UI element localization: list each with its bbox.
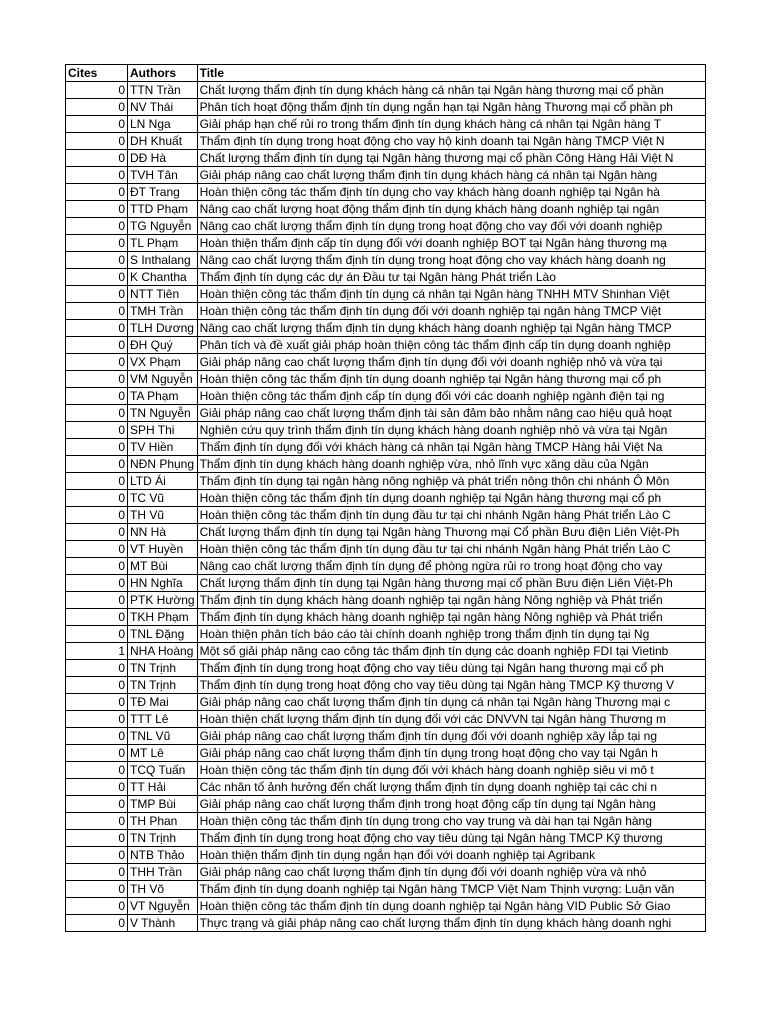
authors-cell[interactable]: LN Nga bbox=[128, 116, 198, 133]
authors-cell[interactable]: PTK Hường bbox=[128, 592, 198, 609]
table-row bbox=[66, 252, 706, 269]
cites-cell[interactable]: 0 bbox=[66, 694, 128, 711]
title-cell[interactable]: Thực trạng và giải pháp nâng cao chất lượng thẩm định tín dụng khách hàng doanh nghi bbox=[197, 915, 705, 932]
title-cell[interactable]: Hoàn thiện chất lượng thẩm định tín dụng đối với các DNVVN tại Ngân hàng Thương m bbox=[197, 711, 705, 728]
table-row bbox=[66, 643, 706, 660]
authors-cell[interactable]: SPH Thi bbox=[128, 422, 198, 439]
title-cell[interactable]: Giải pháp nâng cao chất lượng thẩm định trong hoạt động cấp tín dụng tại Ngân hàng bbox=[197, 796, 705, 813]
cites-cell[interactable]: 0 bbox=[66, 354, 128, 371]
cites-cell[interactable]: 0 bbox=[66, 320, 128, 337]
authors-cell[interactable]: TNL Vũ bbox=[128, 728, 198, 745]
cites-cell[interactable]: 0 bbox=[66, 660, 128, 677]
table-row bbox=[66, 371, 706, 388]
title-cell[interactable]: Giải pháp nâng cao chất lượng thẩm định tín dụng đối với doanh nghiệp xây lắp tại ng bbox=[197, 728, 705, 745]
authors-cell[interactable]: K Chantha bbox=[128, 269, 198, 286]
authors-cell[interactable]: TG Nguyễn bbox=[128, 218, 198, 235]
cites-cell[interactable]: 0 bbox=[66, 711, 128, 728]
cites-cell[interactable]: 0 bbox=[66, 524, 128, 541]
table-row bbox=[66, 150, 706, 167]
cites-cell[interactable]: 0 bbox=[66, 133, 128, 150]
title-cell[interactable]: Thẩm định tín dụng khách hàng doanh nghiệp vừa, nhỏ lĩnh vực xăng dầu của Ngân bbox=[197, 456, 705, 473]
table-row bbox=[66, 711, 706, 728]
title-cell[interactable]: Thẩm định tín dụng trong hoạt động cho vay hộ kinh doanh tại Ngân hàng TMCP Việt N bbox=[197, 133, 705, 150]
title-cell[interactable]: Hoàn thiện công tác thẩm định tín dụng cá nhân tại Ngân hàng TNHH MTV Shinhan Việt bbox=[197, 286, 705, 303]
title-cell[interactable]: Thẩm định tín dụng đối với khách hàng cá nhân tại Ngân hàng TMCP Hàng hải Việt Na bbox=[197, 439, 705, 456]
title-cell[interactable]: Thẩm định tín dụng trong hoạt động cho vay tiêu dùng tại Ngân hang thương mại cổ ph bbox=[197, 660, 705, 677]
table-row bbox=[66, 626, 706, 643]
authors-cell[interactable]: TTD Phạm bbox=[128, 201, 198, 218]
cites-cell[interactable]: 0 bbox=[66, 167, 128, 184]
authors-cell[interactable]: DĐ Hà bbox=[128, 150, 198, 167]
cites-cell[interactable]: 0 bbox=[66, 915, 128, 932]
citations-table bbox=[65, 64, 706, 932]
title-cell[interactable]: Thẩm định tín dụng trong hoạt động cho vay tiêu dùng tại Ngân hàng TMCP Kỹ thương bbox=[197, 830, 705, 847]
authors-cell[interactable]: TN Trịnh bbox=[128, 830, 198, 847]
table-row bbox=[66, 388, 706, 405]
authors-cell[interactable]: TNL Đặng bbox=[128, 626, 198, 643]
table-row bbox=[66, 235, 706, 252]
table-row bbox=[66, 507, 706, 524]
cites-cell[interactable]: 0 bbox=[66, 388, 128, 405]
cites-cell[interactable]: 0 bbox=[66, 473, 128, 490]
table-row bbox=[66, 677, 706, 694]
title-cell[interactable]: Chất lượng thẩm định tín dụng khách hàng cá nhân tại Ngân hàng thương mại cổ phần bbox=[197, 82, 705, 99]
title-cell[interactable]: Nâng cao chất lượng hoạt động thẩm định tín dụng khách hàng doanh nghiệp tại ngân bbox=[197, 201, 705, 218]
title-cell[interactable]: Thẩm định tín dụng khách hàng doanh nghiệp tại ngân hàng Nông nghiệp và Phát triển bbox=[197, 592, 705, 609]
title-cell[interactable]: Chất lượng thẩm định tín dụng tại Ngân hàng thương mại cổ phần Bưu điện Liên Việt-Ph bbox=[197, 575, 705, 592]
table-row bbox=[66, 133, 706, 150]
title-cell[interactable]: Giải pháp nâng cao chất lượng thẩm định tín dụng cá nhân tại Ngân hàng Thương mại c bbox=[197, 694, 705, 711]
cites-cell[interactable]: 0 bbox=[66, 762, 128, 779]
cites-cell[interactable]: 0 bbox=[66, 796, 128, 813]
table-row bbox=[66, 116, 706, 133]
table-row bbox=[66, 864, 706, 881]
authors-cell[interactable]: ĐH Quý bbox=[128, 337, 198, 354]
cites-cell[interactable]: 0 bbox=[66, 303, 128, 320]
title-cell[interactable]: Hoàn thiện thẩm định tín dụng ngắn hạn đối với doanh nghiệp tại Agribank bbox=[197, 847, 705, 864]
authors-cell[interactable]: V Thành bbox=[128, 915, 198, 932]
title-cell[interactable]: Thẩm định tín dụng doanh nghiệp tại Ngân hàng TMCP Việt Nam Thịnh vượng: Luận văn bbox=[197, 881, 705, 898]
authors-cell[interactable]: TA Phạm bbox=[128, 388, 198, 405]
title-cell[interactable]: Hoàn thiện công tác thẩm định tín dụng đầu tư tại chi nhánh Ngân hàng Phát triển Lào C bbox=[197, 507, 705, 524]
title-cell[interactable]: Nâng cao chất lượng thẩm định tín dụng khách hàng doanh nghiệp tại Ngân hàng TMCP bbox=[197, 320, 705, 337]
title-cell[interactable]: Nâng cao chất lượng thẩm định tín dụng trong hoạt động cho vay đối với doanh nghiệp bbox=[197, 218, 705, 235]
cites-cell[interactable]: 0 bbox=[66, 813, 128, 830]
header-authors[interactable]: Authors bbox=[128, 65, 198, 82]
authors-cell[interactable]: TLH Dương bbox=[128, 320, 198, 337]
table-row bbox=[66, 303, 706, 320]
table-row bbox=[66, 728, 706, 745]
title-cell[interactable]: Chất lượng thẩm định tín dụng tại Ngân hàng Thương mại Cổ phần Bưu điện Liên Việt-Ph bbox=[197, 524, 705, 541]
cites-cell[interactable]: 0 bbox=[66, 184, 128, 201]
authors-cell[interactable]: VT Nguyễn bbox=[128, 898, 198, 915]
title-cell[interactable]: Thẩm định tín dụng tại ngân hàng nông nghiệp và phát triển nông thôn chi nhánh Ô Môn bbox=[197, 473, 705, 490]
authors-cell[interactable]: ĐT Trang bbox=[128, 184, 198, 201]
title-cell[interactable]: Hoàn thiện công tác thẩm định tín dụng cho vay khách hàng doanh nghiệp tại Ngân hà bbox=[197, 184, 705, 201]
authors-cell[interactable]: NTB Thảo bbox=[128, 847, 198, 864]
table-row bbox=[66, 320, 706, 337]
authors-cell[interactable]: S Inthalang bbox=[128, 252, 198, 269]
cites-cell[interactable]: 0 bbox=[66, 82, 128, 99]
title-cell[interactable]: Hoàn thiện công tác thẩm định tín dụng đối với khách hàng doanh nghiệp siêu vi mô t bbox=[197, 762, 705, 779]
table-row bbox=[66, 592, 706, 609]
title-cell[interactable]: Thẩm định tín dụng khách hàng doanh nghiệp tại ngân hàng Nông nghiệp và Phát triển bbox=[197, 609, 705, 626]
spreadsheet bbox=[65, 64, 706, 932]
title-cell[interactable]: Giải pháp nâng cao chất lượng thẩm định tín dụng đối với doanh nghiệp nhỏ và vừa tại bbox=[197, 354, 705, 371]
table-row bbox=[66, 558, 706, 575]
authors-cell[interactable]: TTN Trần bbox=[128, 82, 198, 99]
table-row bbox=[66, 99, 706, 116]
cites-cell[interactable]: 0 bbox=[66, 490, 128, 507]
authors-cell[interactable]: TĐ Mai bbox=[128, 694, 198, 711]
title-cell[interactable]: Giải pháp nâng cao chất lượng thẩm định tín dụng khách hàng cá nhân tại Ngân hàng bbox=[197, 167, 705, 184]
authors-cell[interactable]: TN Nguyễn bbox=[128, 405, 198, 422]
table-row bbox=[66, 269, 706, 286]
cites-cell[interactable]: 0 bbox=[66, 269, 128, 286]
title-cell[interactable]: Giải pháp hạn chế rủi ro trong thẩm định tín dụng khách hàng cá nhân tại Ngân hàng T bbox=[197, 116, 705, 133]
table-row bbox=[66, 456, 706, 473]
cites-cell[interactable]: 0 bbox=[66, 337, 128, 354]
table-row bbox=[66, 354, 706, 371]
cites-cell[interactable]: 0 bbox=[66, 507, 128, 524]
authors-cell[interactable]: MT Lê bbox=[128, 745, 198, 762]
table-row bbox=[66, 218, 706, 235]
cites-cell[interactable]: 0 bbox=[66, 201, 128, 218]
title-cell[interactable]: Hoàn thiện thẩm định cấp tín dụng đối với doanh nghiệp BOT tại Ngân hàng thương mạ bbox=[197, 235, 705, 252]
authors-cell[interactable]: DH Khuất bbox=[128, 133, 198, 150]
table-row bbox=[66, 898, 706, 915]
title-cell[interactable]: Hoàn thiện công tác thẩm định tín dụng doanh nghiệp tại Ngân hàng VID Public Sở Giao bbox=[197, 898, 705, 915]
cites-cell[interactable]: 0 bbox=[66, 371, 128, 388]
cites-cell[interactable]: 0 bbox=[66, 745, 128, 762]
authors-cell[interactable]: TTT Lê bbox=[128, 711, 198, 728]
authors-cell[interactable]: NTT Tiên bbox=[128, 286, 198, 303]
cites-cell[interactable]: 0 bbox=[66, 830, 128, 847]
authors-cell[interactable]: TT Hải bbox=[128, 779, 198, 796]
title-cell[interactable]: Thẩm định tín dụng trong hoạt động cho vay tiêu dùng tại Ngân hàng TMCP Kỹ thương V bbox=[197, 677, 705, 694]
header-cites[interactable]: Cites bbox=[66, 65, 128, 82]
authors-cell[interactable]: TH Vũ bbox=[128, 507, 198, 524]
title-cell[interactable]: Giải pháp nâng cao chất lượng thẩm định tín dụng trong hoạt động cho vay tại Ngân h bbox=[197, 745, 705, 762]
authors-cell[interactable]: TC Vũ bbox=[128, 490, 198, 507]
table-row bbox=[66, 184, 706, 201]
cites-cell[interactable]: 0 bbox=[66, 864, 128, 881]
title-cell[interactable]: Giải pháp nâng cao chất lượng thẩm định tín dụng đối với doanh nghiệp vừa và nhỏ bbox=[197, 864, 705, 881]
authors-cell[interactable]: TH Phan bbox=[128, 813, 198, 830]
cites-cell[interactable]: 0 bbox=[66, 779, 128, 796]
cites-cell[interactable]: 0 bbox=[66, 116, 128, 133]
cites-cell[interactable]: 0 bbox=[66, 728, 128, 745]
cites-cell[interactable]: 0 bbox=[66, 898, 128, 915]
authors-cell[interactable]: VM Nguyễn bbox=[128, 371, 198, 388]
title-cell[interactable]: Thẩm định tín dụng các dự án Đầu tư tại Ngân hàng Phát triển Lào bbox=[197, 269, 705, 286]
table-row bbox=[66, 201, 706, 218]
title-cell[interactable]: Các nhân tố ảnh hưởng đến chất lượng thẩm định tín dụng doanh nghiệp tại các chi n bbox=[197, 779, 705, 796]
title-cell[interactable]: Giải pháp nâng cao chất lượng thẩm định tài sản đảm bảo nhằm nâng cao hiệu quả hoạt bbox=[197, 405, 705, 422]
cites-cell[interactable]: 0 bbox=[66, 677, 128, 694]
title-cell[interactable]: Hoàn thiện công tác thẩm định tín dụng đối với doanh nghiệp tại ngân hàng TMCP Việt bbox=[197, 303, 705, 320]
authors-cell[interactable]: TKH Phạm bbox=[128, 609, 198, 626]
authors-cell[interactable]: NĐN Phụng bbox=[128, 456, 198, 473]
table-row bbox=[66, 660, 706, 677]
title-cell[interactable]: Một số giải pháp nâng cao công tác thẩm định tín dụng các doanh nghiệp FDI tại Vietinb bbox=[197, 643, 705, 660]
header-row bbox=[66, 65, 706, 82]
table-row bbox=[66, 881, 706, 898]
table-row bbox=[66, 745, 706, 762]
table-row bbox=[66, 796, 706, 813]
authors-cell[interactable]: NN Hà bbox=[128, 524, 198, 541]
title-cell[interactable]: Chất lượng thẩm định tín dụng tại Ngân hàng thương mại cổ phần Công Hàng Hải Việt N bbox=[197, 150, 705, 167]
table-row bbox=[66, 490, 706, 507]
table-row bbox=[66, 405, 706, 422]
cites-cell[interactable]: 0 bbox=[66, 541, 128, 558]
cites-cell[interactable]: 0 bbox=[66, 558, 128, 575]
title-cell[interactable]: Hoàn thiện công tác thẩm định cấp tín dụng đối với các doanh nghiệp ngành điện tại ng bbox=[197, 388, 705, 405]
authors-cell[interactable]: TVH Tân bbox=[128, 167, 198, 184]
table-row bbox=[66, 847, 706, 864]
table-row bbox=[66, 813, 706, 830]
table-row bbox=[66, 541, 706, 558]
authors-cell[interactable]: NV Thái bbox=[128, 99, 198, 116]
header-title[interactable]: Title bbox=[197, 65, 705, 82]
title-cell[interactable]: Nghiên cứu quy trình thẩm định tín dụng khách hàng doanh nghiệp nhỏ và vừa tại Ngân bbox=[197, 422, 705, 439]
table-row bbox=[66, 167, 706, 184]
table-row bbox=[66, 524, 706, 541]
cites-cell[interactable]: 0 bbox=[66, 99, 128, 116]
authors-cell[interactable]: VX Phạm bbox=[128, 354, 198, 371]
title-cell[interactable]: Hoàn thiện công tác thẩm định tín dụng trong cho vay trung và dài hạn tại Ngân hàng bbox=[197, 813, 705, 830]
title-cell[interactable]: Nâng cao chất lượng thẩm định tín dụng trong hoạt động cho vay khách hàng doanh ng bbox=[197, 252, 705, 269]
title-cell[interactable]: Phân tích hoạt động thẩm định tín dụng ngắn hạn tại Ngân hàng Thương mại cổ phần ph bbox=[197, 99, 705, 116]
table-row bbox=[66, 694, 706, 711]
authors-cell[interactable]: TCQ Tuấn bbox=[128, 762, 198, 779]
cites-cell[interactable]: 0 bbox=[66, 235, 128, 252]
title-cell[interactable]: Hoàn thiện công tác thẩm định tín dụng doanh nghiệp tại Ngân hàng thương mại cổ ph bbox=[197, 490, 705, 507]
authors-cell[interactable]: TN Trịnh bbox=[128, 677, 198, 694]
table-row bbox=[66, 82, 706, 99]
cites-cell[interactable]: 0 bbox=[66, 575, 128, 592]
cites-cell[interactable]: 0 bbox=[66, 881, 128, 898]
cites-cell[interactable]: 0 bbox=[66, 422, 128, 439]
authors-cell[interactable]: TMP Bùi bbox=[128, 796, 198, 813]
table-row bbox=[66, 473, 706, 490]
cites-cell[interactable]: 0 bbox=[66, 405, 128, 422]
cites-cell[interactable]: 0 bbox=[66, 847, 128, 864]
table-row bbox=[66, 779, 706, 796]
table-row bbox=[66, 830, 706, 847]
cites-cell[interactable]: 0 bbox=[66, 252, 128, 269]
title-cell[interactable]: Nâng cao chất lượng thẩm định tín dụng để phòng ngừa rủi ro trong hoạt động cho vay bbox=[197, 558, 705, 575]
table-row bbox=[66, 575, 706, 592]
authors-cell[interactable]: TH Võ bbox=[128, 881, 198, 898]
table-row bbox=[66, 609, 706, 626]
table-row bbox=[66, 422, 706, 439]
cites-cell[interactable]: 0 bbox=[66, 456, 128, 473]
table-row bbox=[66, 915, 706, 932]
authors-cell[interactable]: TL Phạm bbox=[128, 235, 198, 252]
cites-cell[interactable]: 0 bbox=[66, 626, 128, 643]
cites-cell[interactable]: 0 bbox=[66, 609, 128, 626]
table-row bbox=[66, 337, 706, 354]
table-row bbox=[66, 439, 706, 456]
authors-cell[interactable]: TN Trịnh bbox=[128, 660, 198, 677]
authors-cell[interactable]: HN Nghĩa bbox=[128, 575, 198, 592]
cites-cell[interactable]: 0 bbox=[66, 592, 128, 609]
authors-cell[interactable]: TV Hiền bbox=[128, 439, 198, 456]
table-row bbox=[66, 286, 706, 303]
table-row bbox=[66, 762, 706, 779]
title-cell[interactable]: Hoàn thiện công tác thẩm định tín dụng doanh nghiệp tại Ngân hàng thương mại cổ ph bbox=[197, 371, 705, 388]
title-cell[interactable]: Hoàn thiện phân tích báo cáo tài chính doanh nghiệp trong thẩm định tín dụng tại Ng bbox=[197, 626, 705, 643]
cites-cell[interactable]: 1 bbox=[66, 643, 128, 660]
cites-cell[interactable]: 0 bbox=[66, 439, 128, 456]
authors-cell[interactable]: MT Bùi bbox=[128, 558, 198, 575]
authors-cell[interactable]: VT Huyền bbox=[128, 541, 198, 558]
authors-cell[interactable]: LTD Ái bbox=[128, 473, 198, 490]
authors-cell[interactable]: NHA Hoàng bbox=[128, 643, 198, 660]
cites-cell[interactable]: 0 bbox=[66, 150, 128, 167]
authors-cell[interactable]: THH Trần bbox=[128, 864, 198, 881]
title-cell[interactable]: Phân tích và đề xuất giải pháp hoàn thiện công tác thẩm định cấp tín dụng doanh nghiệp bbox=[197, 337, 705, 354]
cites-cell[interactable]: 0 bbox=[66, 218, 128, 235]
cites-cell[interactable]: 0 bbox=[66, 286, 128, 303]
title-cell[interactable]: Hoàn thiện công tác thẩm định tín dụng đầu tư tại chi nhánh Ngân hàng Phát triển Lào C bbox=[197, 541, 705, 558]
authors-cell[interactable]: TMH Trần bbox=[128, 303, 198, 320]
